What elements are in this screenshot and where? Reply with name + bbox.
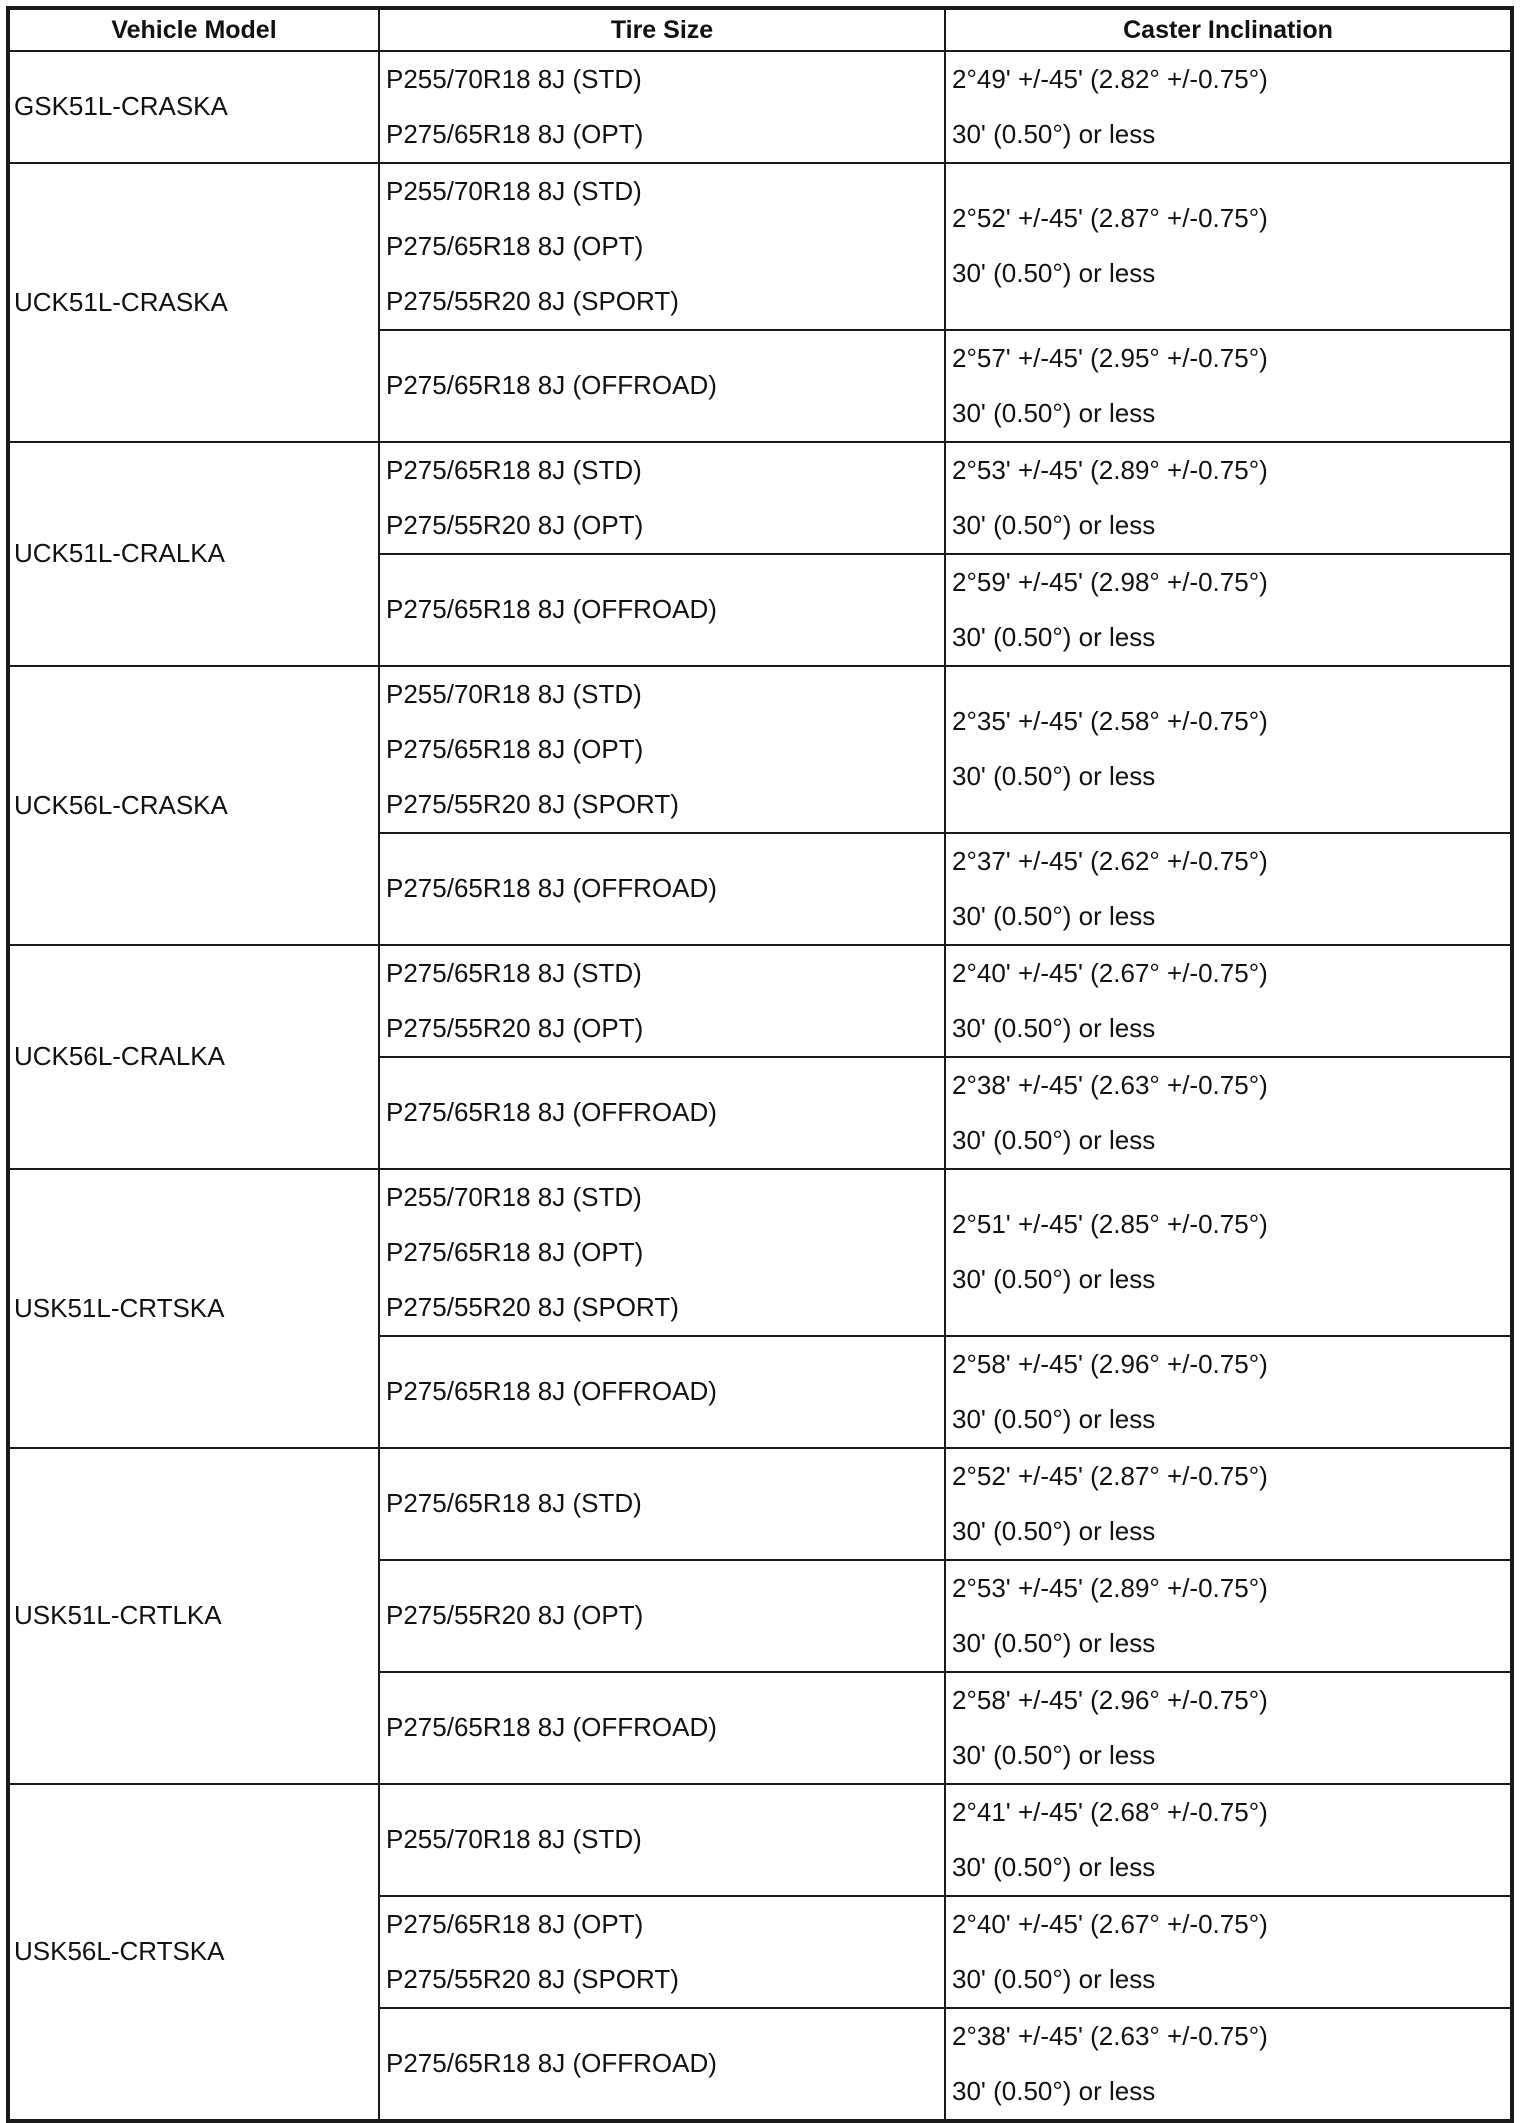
table-row bbox=[8, 945, 1512, 1057]
caster-tolerance-text: 30' (0.50°) or less bbox=[952, 1124, 1156, 1155]
tire-size-text: P255/70R18 8J (STD) bbox=[386, 63, 642, 94]
tire-size-text: P275/65R18 8J (STD) bbox=[386, 454, 642, 485]
vehicle-model-cell: UCK56L-CRALKA bbox=[8, 945, 379, 1169]
tire-size-cell bbox=[379, 1169, 945, 1336]
tire-size-text: P275/55R20 8J (SPORT) bbox=[386, 1963, 679, 1994]
caster-inclination-cell bbox=[945, 1560, 1512, 1672]
vehicle-model-cell: UCK51L-CRASKA bbox=[8, 163, 379, 442]
tire-size-text: P275/55R20 8J (SPORT) bbox=[386, 1291, 679, 1322]
vehicle-model-cell: USK51L-CRTLKA bbox=[8, 1448, 379, 1784]
tire-size-text: P275/55R20 8J (OPT) bbox=[386, 509, 644, 540]
caster-value-text: 2°51' +/-45' (2.85° +/-0.75°) bbox=[952, 1209, 1268, 1240]
tire-size-cell bbox=[379, 51, 945, 163]
tire-size-text: P275/65R18 8J (OPT) bbox=[386, 1236, 644, 1267]
caster-value-text: 2°40' +/-45' (2.67° +/-0.75°) bbox=[952, 1908, 1268, 1939]
tire-size-text: P255/70R18 8J (STD) bbox=[386, 175, 642, 206]
tire-size-text: P275/55R20 8J (OPT) bbox=[386, 1012, 644, 1043]
tire-size-text: P275/65R18 8J (OFFROAD) bbox=[386, 873, 717, 904]
caster-value-text: 2°38' +/-45' (2.63° +/-0.75°) bbox=[952, 2020, 1268, 2051]
tire-size-text: P275/65R18 8J (OPT) bbox=[386, 1908, 644, 1939]
caster-value-text: 2°59' +/-45' (2.98° +/-0.75°) bbox=[952, 566, 1268, 597]
caster-value-text: 2°35' +/-45' (2.58° +/-0.75°) bbox=[952, 706, 1268, 737]
caster-value-text: 2°41' +/-45' (2.68° +/-0.75°) bbox=[952, 1796, 1268, 1827]
tire-size-cell bbox=[379, 666, 945, 833]
tire-size-cell bbox=[379, 163, 945, 330]
caster-inclination-cell bbox=[945, 945, 1512, 1057]
table-row bbox=[8, 163, 1512, 330]
caster-inclination-cell bbox=[945, 51, 1512, 163]
header-vehicle-model: Vehicle Model bbox=[8, 8, 379, 51]
caster-tolerance-text: 30' (0.50°) or less bbox=[952, 761, 1156, 792]
vehicle-model-cell: USK56L-CRTSKA bbox=[8, 1784, 379, 2121]
table-body bbox=[8, 51, 1512, 2121]
caster-inclination-cell bbox=[945, 163, 1512, 330]
tire-size-cell bbox=[379, 1672, 945, 1784]
caster-inclination-cell bbox=[945, 666, 1512, 833]
tire-size-text: P275/65R18 8J (OFFROAD) bbox=[386, 2048, 717, 2079]
caster-tolerance-text: 30' (0.50°) or less bbox=[952, 1403, 1156, 1434]
vehicle-model-cell: UCK51L-CRALKA bbox=[8, 442, 379, 666]
caster-value-text: 2°58' +/-45' (2.96° +/-0.75°) bbox=[952, 1348, 1268, 1379]
tire-size-text: P275/55R20 8J (SPORT) bbox=[386, 285, 679, 316]
caster-value-text: 2°53' +/-45' (2.89° +/-0.75°) bbox=[952, 1572, 1268, 1603]
tire-size-cell bbox=[379, 1896, 945, 2008]
caster-inclination-cell bbox=[945, 554, 1512, 666]
tire-size-text: P275/65R18 8J (OFFROAD) bbox=[386, 1376, 717, 1407]
caster-tolerance-text: 30' (0.50°) or less bbox=[952, 1264, 1156, 1295]
caster-inclination-cell bbox=[945, 1672, 1512, 1784]
tire-size-text: P255/70R18 8J (STD) bbox=[386, 678, 642, 709]
caster-tolerance-text: 30' (0.50°) or less bbox=[952, 1739, 1156, 1770]
table-row bbox=[8, 442, 1512, 554]
tire-size-text: P255/70R18 8J (STD) bbox=[386, 1824, 642, 1855]
caster-tolerance-text: 30' (0.50°) or less bbox=[952, 621, 1156, 652]
caster-tolerance-text: 30' (0.50°) or less bbox=[952, 397, 1156, 428]
tire-size-text: P275/65R18 8J (STD) bbox=[386, 957, 642, 988]
caster-tolerance-text: 30' (0.50°) or less bbox=[952, 509, 1156, 540]
caster-value-text: 2°37' +/-45' (2.62° +/-0.75°) bbox=[952, 845, 1268, 876]
caster-tolerance-text: 30' (0.50°) or less bbox=[952, 1851, 1156, 1882]
caster-inclination-cell bbox=[945, 1169, 1512, 1336]
table-row bbox=[8, 1448, 1512, 1560]
caster-inclination-cell bbox=[945, 442, 1512, 554]
caster-inclination-cell bbox=[945, 1448, 1512, 1560]
caster-tolerance-text: 30' (0.50°) or less bbox=[952, 1012, 1156, 1043]
vehicle-model-cell: UCK56L-CRASKA bbox=[8, 666, 379, 945]
caster-inclination-cell bbox=[945, 2008, 1512, 2121]
caster-inclination-cell bbox=[945, 1784, 1512, 1896]
table-row bbox=[8, 1169, 1512, 1336]
caster-inclination-cell bbox=[945, 833, 1512, 945]
caster-value-text: 2°40' +/-45' (2.67° +/-0.75°) bbox=[952, 957, 1268, 988]
caster-value-text: 2°52' +/-45' (2.87° +/-0.75°) bbox=[952, 203, 1268, 234]
table-header-row bbox=[8, 8, 1512, 51]
tire-size-cell bbox=[379, 1448, 945, 1560]
caster-value-text: 2°52' +/-45' (2.87° +/-0.75°) bbox=[952, 1460, 1268, 1491]
caster-inclination-cell bbox=[945, 330, 1512, 442]
tire-size-text: P275/65R18 8J (OFFROAD) bbox=[386, 1097, 717, 1128]
tire-size-text: P275/65R18 8J (STD) bbox=[386, 1488, 642, 1519]
tire-size-cell bbox=[379, 1784, 945, 1896]
tire-size-cell bbox=[379, 945, 945, 1057]
tire-size-text: P275/65R18 8J (OPT) bbox=[386, 118, 644, 149]
tire-size-text: P275/55R20 8J (OPT) bbox=[386, 1600, 644, 1631]
table-row bbox=[8, 666, 1512, 833]
tire-size-text: P275/65R18 8J (OPT) bbox=[386, 733, 644, 764]
caster-value-text: 2°38' +/-45' (2.63° +/-0.75°) bbox=[952, 1069, 1268, 1100]
tire-size-text: P275/55R20 8J (SPORT) bbox=[386, 788, 679, 819]
caster-tolerance-text: 30' (0.50°) or less bbox=[952, 1963, 1156, 1994]
caster-value-text: 2°49' +/-45' (2.82° +/-0.75°) bbox=[952, 63, 1268, 94]
tire-size-text: P275/65R18 8J (OFFROAD) bbox=[386, 1712, 717, 1743]
caster-tolerance-text: 30' (0.50°) or less bbox=[952, 1627, 1156, 1658]
caster-value-text: 2°57' +/-45' (2.95° +/-0.75°) bbox=[952, 342, 1268, 373]
header-tire-size: Tire Size bbox=[379, 8, 945, 51]
tire-size-text: P255/70R18 8J (STD) bbox=[386, 1181, 642, 1212]
tire-size-cell bbox=[379, 1336, 945, 1448]
caster-inclination-cell bbox=[945, 1057, 1512, 1169]
caster-tolerance-text: 30' (0.50°) or less bbox=[952, 258, 1156, 289]
caster-inclination-cell bbox=[945, 1896, 1512, 2008]
tire-size-text: P275/65R18 8J (OFFROAD) bbox=[386, 594, 717, 625]
table-row bbox=[8, 51, 1512, 163]
caster-tolerance-text: 30' (0.50°) or less bbox=[952, 900, 1156, 931]
caster-tolerance-text: 30' (0.50°) or less bbox=[952, 118, 1156, 149]
tire-size-cell bbox=[379, 833, 945, 945]
vehicle-model-cell: GSK51L-CRASKA bbox=[8, 51, 379, 163]
caster-tolerance-text: 30' (0.50°) or less bbox=[952, 2075, 1156, 2106]
vehicle-model-cell: USK51L-CRTSKA bbox=[8, 1169, 379, 1448]
table-row bbox=[8, 1784, 1512, 1896]
caster-inclination-cell bbox=[945, 1336, 1512, 1448]
tire-size-text: P275/65R18 8J (OPT) bbox=[386, 230, 644, 261]
caster-spec-table bbox=[6, 6, 1514, 2123]
caster-tolerance-text: 30' (0.50°) or less bbox=[952, 1515, 1156, 1546]
tire-size-cell bbox=[379, 2008, 945, 2121]
tire-size-cell bbox=[379, 442, 945, 554]
tire-size-text: P275/65R18 8J (OFFROAD) bbox=[386, 370, 717, 401]
caster-value-text: 2°58' +/-45' (2.96° +/-0.75°) bbox=[952, 1684, 1268, 1715]
caster-value-text: 2°53' +/-45' (2.89° +/-0.75°) bbox=[952, 454, 1268, 485]
header-caster-inclination: Caster Inclination bbox=[945, 8, 1512, 51]
tire-size-cell bbox=[379, 554, 945, 666]
tire-size-cell bbox=[379, 330, 945, 442]
tire-size-cell bbox=[379, 1560, 945, 1672]
tire-size-cell bbox=[379, 1057, 945, 1169]
